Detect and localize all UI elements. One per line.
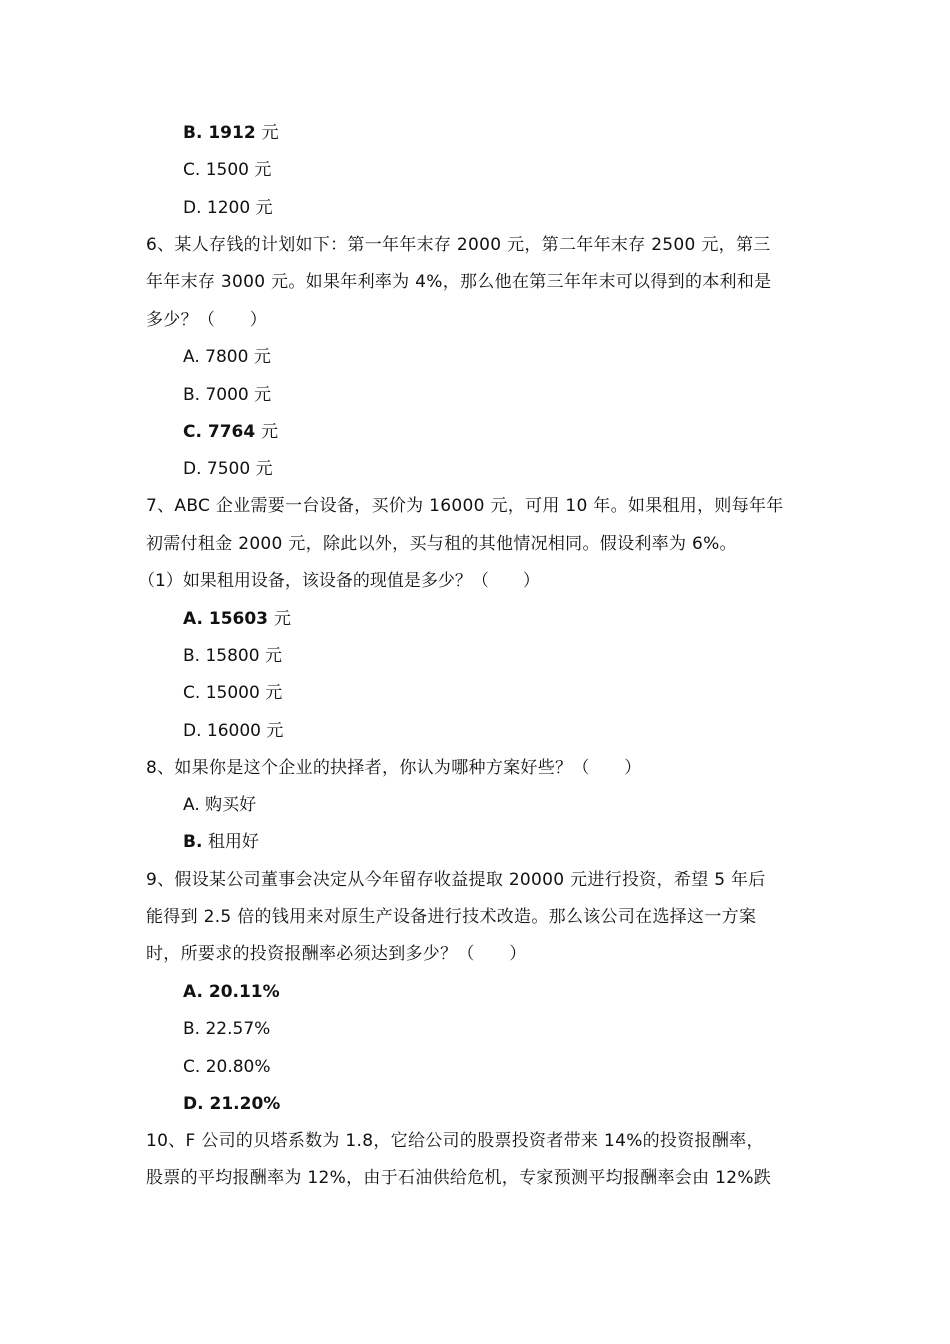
option-value: 20.80% bbox=[205, 1057, 271, 1077]
option-unit: 元 bbox=[254, 160, 272, 180]
option-unit: 元 bbox=[254, 385, 272, 405]
option-value: 15000 bbox=[205, 683, 260, 703]
q7-stem-line: 初需付租金 2000 元，除此以外，买与租的其他情况相同。假设利率为 6%。 bbox=[146, 534, 737, 554]
q10-stem-line: 股票的平均报酬率为 12%，由于石油供给危机，专家预测平均报酬率会由 12%跌 bbox=[146, 1168, 772, 1188]
option-text: 购买好 bbox=[199, 795, 257, 815]
option-unit: 元 bbox=[261, 422, 279, 442]
option-letter: A. bbox=[183, 609, 203, 629]
q7-stem-line: 7、ABC 企业需要一台设备，买价为 16000 元，可用 10 年。如果租用，则每年年 bbox=[146, 496, 784, 516]
option-unit: 元 bbox=[253, 347, 271, 367]
option-value: 7000 bbox=[205, 385, 249, 405]
q9-stem-line: 9、假设某公司董事会决定从今年留存收益提取 20000 元进行投资，希望 5 年后 bbox=[146, 870, 766, 890]
option-value: 15603 bbox=[208, 609, 269, 629]
option-letter: C. bbox=[183, 160, 201, 180]
option-value: 7500 bbox=[206, 459, 251, 479]
q8-option-a bbox=[183, 795, 256, 815]
q7-option-b bbox=[183, 646, 282, 666]
option-text: 租用好 bbox=[202, 832, 259, 852]
option-letter: B. bbox=[183, 1019, 201, 1039]
option-value: 1912 bbox=[208, 123, 256, 143]
option-value: 16000 bbox=[206, 721, 261, 741]
q6-option-c bbox=[183, 422, 278, 442]
option-value: 22.57% bbox=[205, 1019, 271, 1039]
option-letter: B. bbox=[183, 123, 203, 143]
option-value: 1200 bbox=[206, 198, 251, 218]
q9-option-b bbox=[183, 1019, 270, 1039]
option-value: 7800 bbox=[205, 347, 249, 367]
option-letter: B. bbox=[183, 385, 201, 405]
q7-option-c bbox=[183, 683, 282, 703]
q6-option-d bbox=[183, 459, 273, 479]
option-c bbox=[183, 160, 271, 180]
option-value: 1500 bbox=[205, 160, 249, 180]
q7-subquestion: （1）如果租用设备，该设备的现值是多少？（ ） bbox=[138, 571, 540, 591]
q7-option-d bbox=[183, 721, 283, 741]
option-unit: 元 bbox=[255, 198, 273, 218]
option-unit: 元 bbox=[273, 609, 291, 629]
option-letter: B. bbox=[183, 646, 201, 666]
q6-option-a bbox=[183, 347, 271, 367]
option-value: 7764 bbox=[207, 422, 256, 442]
option-letter: D. bbox=[183, 1094, 204, 1114]
q6-stem-line: 年年末存 3000 元。如果年利率为 4%，那么他在第三年年末可以得到的本利和是 bbox=[146, 272, 772, 292]
q6-stem-line: 6、某人存钱的计划如下：第一年年末存 2000 元，第二年年末存 2500 元，第三 bbox=[146, 235, 771, 255]
q8-option-b bbox=[183, 832, 259, 852]
option-d bbox=[183, 198, 273, 218]
option-letter: D. bbox=[183, 721, 202, 741]
q9-option-c bbox=[183, 1057, 271, 1077]
q9-option-d bbox=[183, 1094, 280, 1114]
option-letter: D. bbox=[183, 198, 202, 218]
option-value: 15800 bbox=[205, 646, 260, 666]
q9-stem-line: 能得到 2.5 倍的钱用来对原生产设备进行技术改造。那么该公司在选择这一方案 bbox=[146, 907, 757, 927]
option-letter: C. bbox=[183, 683, 201, 703]
q9-stem-line: 时，所要求的投资报酬率必须达到多少？（ ） bbox=[146, 944, 527, 964]
option-letter: A. bbox=[183, 982, 203, 1002]
q7-option-a bbox=[183, 609, 291, 629]
option-b bbox=[183, 123, 279, 143]
option-letter: D. bbox=[183, 459, 202, 479]
option-value: 20.11% bbox=[208, 982, 280, 1002]
option-unit: 元 bbox=[255, 459, 273, 479]
q10-stem-line: 10、F 公司的贝塔系数为 1.8，它给公司的股票投资者带来 14%的投资报酬率， bbox=[146, 1131, 764, 1151]
q9-option-a bbox=[183, 982, 280, 1002]
option-unit: 元 bbox=[265, 683, 283, 703]
q6-stem-line: 多少？（ ） bbox=[146, 310, 268, 330]
option-letter: C. bbox=[183, 1057, 201, 1077]
option-letter: C. bbox=[183, 422, 202, 442]
option-letter: A. bbox=[183, 347, 200, 367]
option-unit: 元 bbox=[264, 646, 282, 666]
option-letter: B. bbox=[183, 832, 203, 852]
option-unit: 元 bbox=[266, 721, 284, 741]
option-unit: 元 bbox=[261, 123, 279, 143]
option-letter: A. bbox=[183, 795, 200, 815]
q8-stem-line: 8、如果你是这个企业的抉择者，你认为哪种方案好些？（ ） bbox=[146, 758, 642, 778]
q6-option-b bbox=[183, 385, 271, 405]
option-value: 21.20% bbox=[209, 1094, 281, 1114]
